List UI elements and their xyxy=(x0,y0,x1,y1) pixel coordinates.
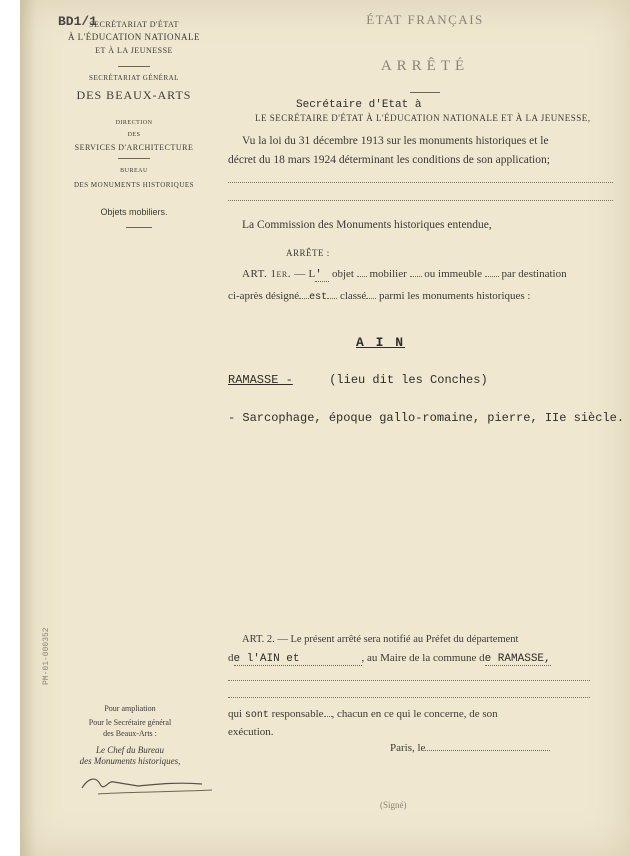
secretaire-typed-overlay: Secrétaire d'Etat à xyxy=(296,99,422,111)
pour-le-secretaire: Pour le Secrétaire général xyxy=(88,718,172,727)
chef-du-bureau: Le Chef du Bureau xyxy=(96,745,164,755)
art2-chacun: , chacun en ce qui le concerne, de son xyxy=(331,708,498,720)
handwritten-signature xyxy=(78,770,218,800)
art2-responsables: responsable xyxy=(271,708,324,720)
ministry-line-1: SECRÉTARIAT D'ÉTAT xyxy=(89,20,179,29)
etat-francais-heading: ÉTAT FRANÇAIS xyxy=(366,12,484,27)
art2-de: d xyxy=(228,652,234,664)
commune-name: RAMASSE - xyxy=(228,373,293,387)
art2-dept-typed: e l'AIN et xyxy=(234,653,362,666)
vu-la-loi-line-1: Vu la loi du 31 décembre 1913 sur les monuments historiques et le xyxy=(242,135,549,147)
secretariat-general: SECRÉTARIAT GÉNÉRAL xyxy=(89,74,179,82)
ministry-line-3: ET À LA JEUNESSE xyxy=(95,46,173,55)
des-beaux-arts: des Beaux-Arts : xyxy=(103,729,157,738)
objets-mobiliers-label: Objets mobiliers. xyxy=(100,207,168,217)
art1-mobilier: mobilier xyxy=(369,268,407,280)
blank-line-2 xyxy=(228,200,613,201)
services-architecture: SERVICES D'ARCHITECTURE xyxy=(74,143,194,152)
monuments-historiques-sig: des Monuments historiques, xyxy=(79,756,181,766)
art2-sont: sont xyxy=(244,710,269,721)
ministry-line-2: À L'ÉDUCATION NATIONALE xyxy=(67,32,201,42)
bureau-label: BUREAU xyxy=(120,168,148,174)
bottom-mark: (Signé) xyxy=(380,800,407,810)
art1-immeuble: ou immeuble xyxy=(424,268,483,280)
commune-line xyxy=(228,373,488,387)
header-divider xyxy=(118,66,150,67)
archive-stamp: BD1/1 xyxy=(58,14,98,29)
title-divider xyxy=(410,92,440,93)
art2-commune-typed: e RAMASSE, xyxy=(484,653,551,665)
art2-maire: , au Maire de la commune d xyxy=(361,652,485,664)
article-2-line-1: ART. 2. — Le présent arrêté sera notifié au Préfet du département xyxy=(242,634,519,645)
art1-ci-apres: ci-après désigné xyxy=(228,290,300,302)
monuments-historiques-label: DES MONUMENTS HISTORIQUES xyxy=(73,181,195,189)
art1-destination: par destination xyxy=(501,268,567,280)
ampliation-block xyxy=(60,703,200,767)
art1-prefix: ART. 1er. — xyxy=(242,268,306,280)
lieu-dit: (lieu dit les Conches) xyxy=(329,373,488,387)
divider-3 xyxy=(126,227,152,228)
paris-date-line xyxy=(390,742,550,754)
blank-line-3 xyxy=(228,680,590,681)
beaux-arts-heading: DES BEAUX-ARTS xyxy=(76,88,192,102)
article-1-line-2 xyxy=(228,290,531,303)
classified-item: - Sarcophage, époque gallo-romaine, pierre, IIe siècle. xyxy=(228,411,625,425)
divider-2 xyxy=(118,158,150,159)
blank-line-4 xyxy=(228,697,590,698)
department-heading: A I N xyxy=(356,335,406,350)
article-2-execution: exécution. xyxy=(228,726,274,738)
article-2-line-2 xyxy=(228,652,551,666)
arrete-title: ARRÊTÉ xyxy=(380,58,470,74)
blank-line-1 xyxy=(228,182,613,183)
art1-est: est xyxy=(309,292,328,303)
article-2-line-3 xyxy=(228,708,498,721)
ampliation-label: Pour ampliation xyxy=(104,704,156,713)
commission-line: La Commission des Monuments historiques entendue, xyxy=(242,219,492,231)
art1-l-fill: ' xyxy=(315,269,329,282)
des-label: DES xyxy=(127,132,141,138)
ministry-header xyxy=(40,18,228,57)
vu-la-loi-line-2: décret du 18 mars 1924 déterminant les conditions de son application; xyxy=(228,154,550,166)
art1-l: L xyxy=(308,268,316,280)
art1-objet: objet xyxy=(331,268,354,280)
art1-classe: classé xyxy=(339,290,367,302)
paris-label: Paris, le xyxy=(390,742,426,754)
direction-label: DIRECTION xyxy=(115,120,153,126)
art1-parmi: parmi les monuments historiques : xyxy=(378,290,531,302)
le-secretaire-line: LE SECRÉTAIRE D'ÉTAT À L'ÉDUCATION NATIONALE ET À LA JEUNESSE, xyxy=(255,113,591,123)
margin-reference-number: PM-01-000352 xyxy=(42,627,51,685)
arrete-label: ARRÊTE : xyxy=(286,248,330,258)
article-1-line-1 xyxy=(242,268,567,282)
art2-qui: qui xyxy=(228,708,243,720)
